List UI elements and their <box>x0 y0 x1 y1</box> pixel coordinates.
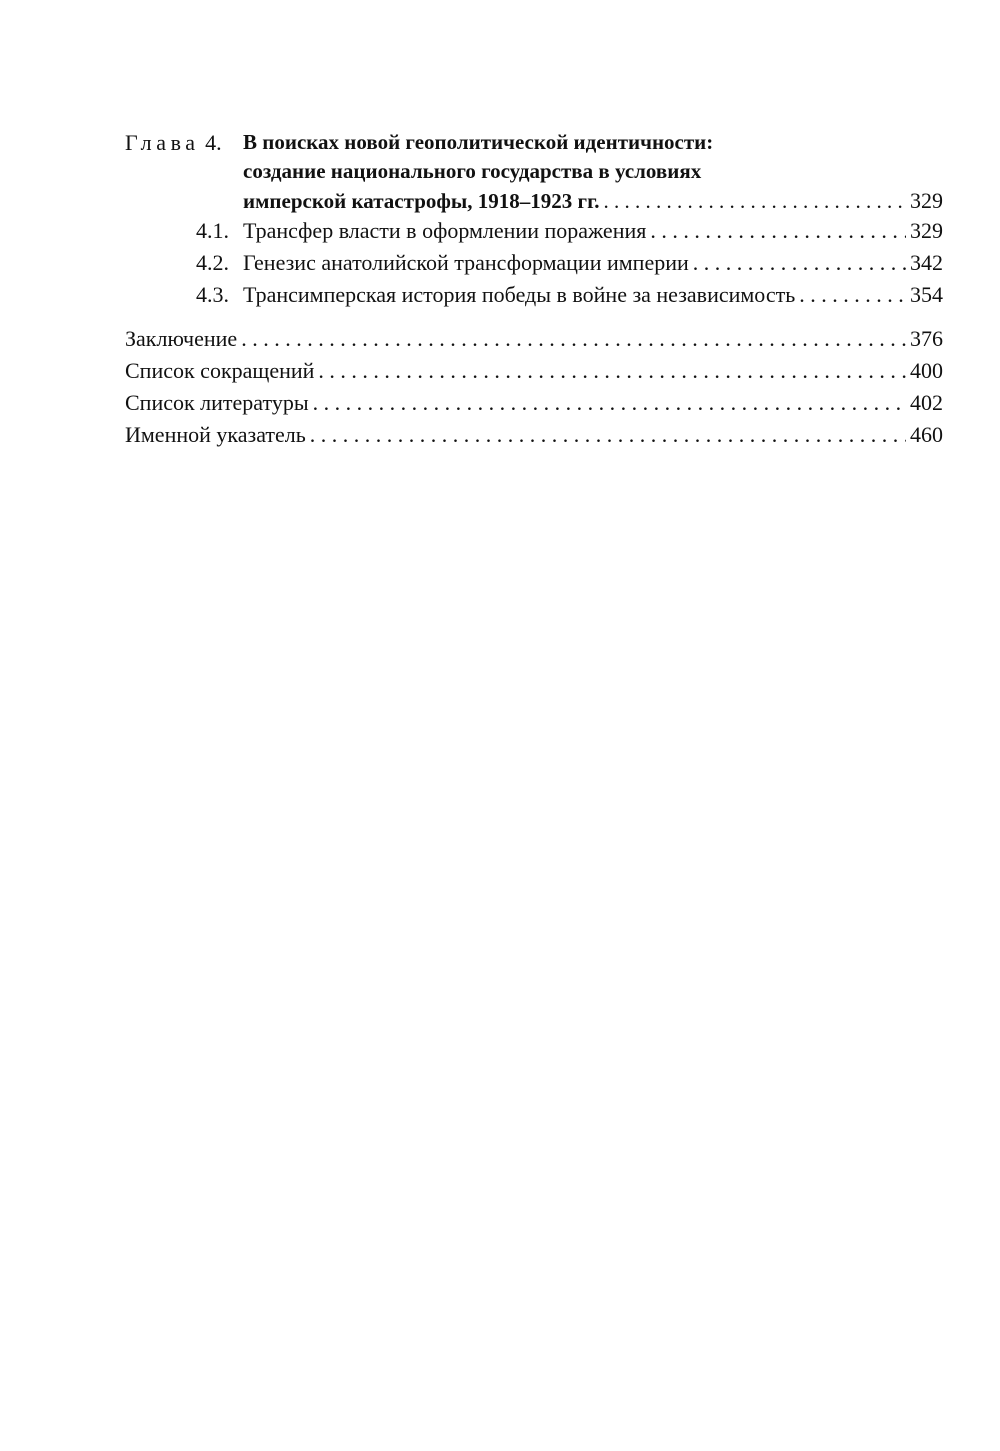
dot-leader <box>693 247 906 279</box>
page-number: 342 <box>910 250 943 275</box>
page-number: 354 <box>910 282 943 307</box>
chapter-title-line: создание национального государства в условиях <box>243 159 702 183</box>
page-number: 460 <box>910 422 943 447</box>
page-number: 400 <box>910 358 943 383</box>
toc-end-entry[interactable] <box>125 355 943 387</box>
toc-end-entry[interactable] <box>125 387 943 419</box>
entry-title: Список сокращений <box>125 358 315 383</box>
dot-leader <box>799 279 906 311</box>
chapter-title <box>243 128 943 215</box>
toc-end-entry[interactable] <box>125 419 943 451</box>
page-number: 329 <box>910 188 943 213</box>
dot-leader <box>241 323 906 355</box>
toc-chapter-entry[interactable] <box>125 128 943 215</box>
section-number: 4.3. <box>196 282 229 307</box>
spacer <box>125 311 943 323</box>
page-number: 376 <box>910 326 943 351</box>
toc-section-entry[interactable] <box>125 215 943 247</box>
chapter-word: Глава <box>125 130 200 155</box>
toc-end-entry[interactable] <box>125 323 943 355</box>
entry-title: Именной указатель <box>125 422 306 447</box>
chapter-title-last-line <box>243 186 943 215</box>
dot-leader <box>318 355 906 387</box>
toc-section-entry[interactable] <box>125 247 943 279</box>
chapter-label <box>125 128 243 157</box>
toc-section-entry[interactable] <box>125 279 943 311</box>
table-of-contents <box>125 128 943 451</box>
entry-title: Заключение <box>125 326 238 351</box>
section-title: Трансимперская история победы в войне за независимость <box>243 282 796 307</box>
page-number: 329 <box>910 218 943 243</box>
section-number: 4.1. <box>196 218 229 243</box>
dot-leader <box>650 215 906 247</box>
dot-leader <box>604 187 906 216</box>
dot-leader <box>310 419 906 451</box>
chapter-title-line: имперской катастрофы, 1918–1923 гг. <box>243 189 600 213</box>
dot-leader <box>313 387 906 419</box>
section-title: Трансфер власти в оформлении поражения <box>243 218 647 243</box>
chapter-number: 4. <box>205 130 222 155</box>
page-number: 402 <box>910 390 943 415</box>
chapter-title-line: В поисках новой геополитической идентичности: <box>243 130 714 154</box>
entry-title: Список литературы <box>125 390 309 415</box>
section-title: Генезис анатолийской трансформации империи <box>243 250 689 275</box>
section-number: 4.2. <box>196 250 229 275</box>
